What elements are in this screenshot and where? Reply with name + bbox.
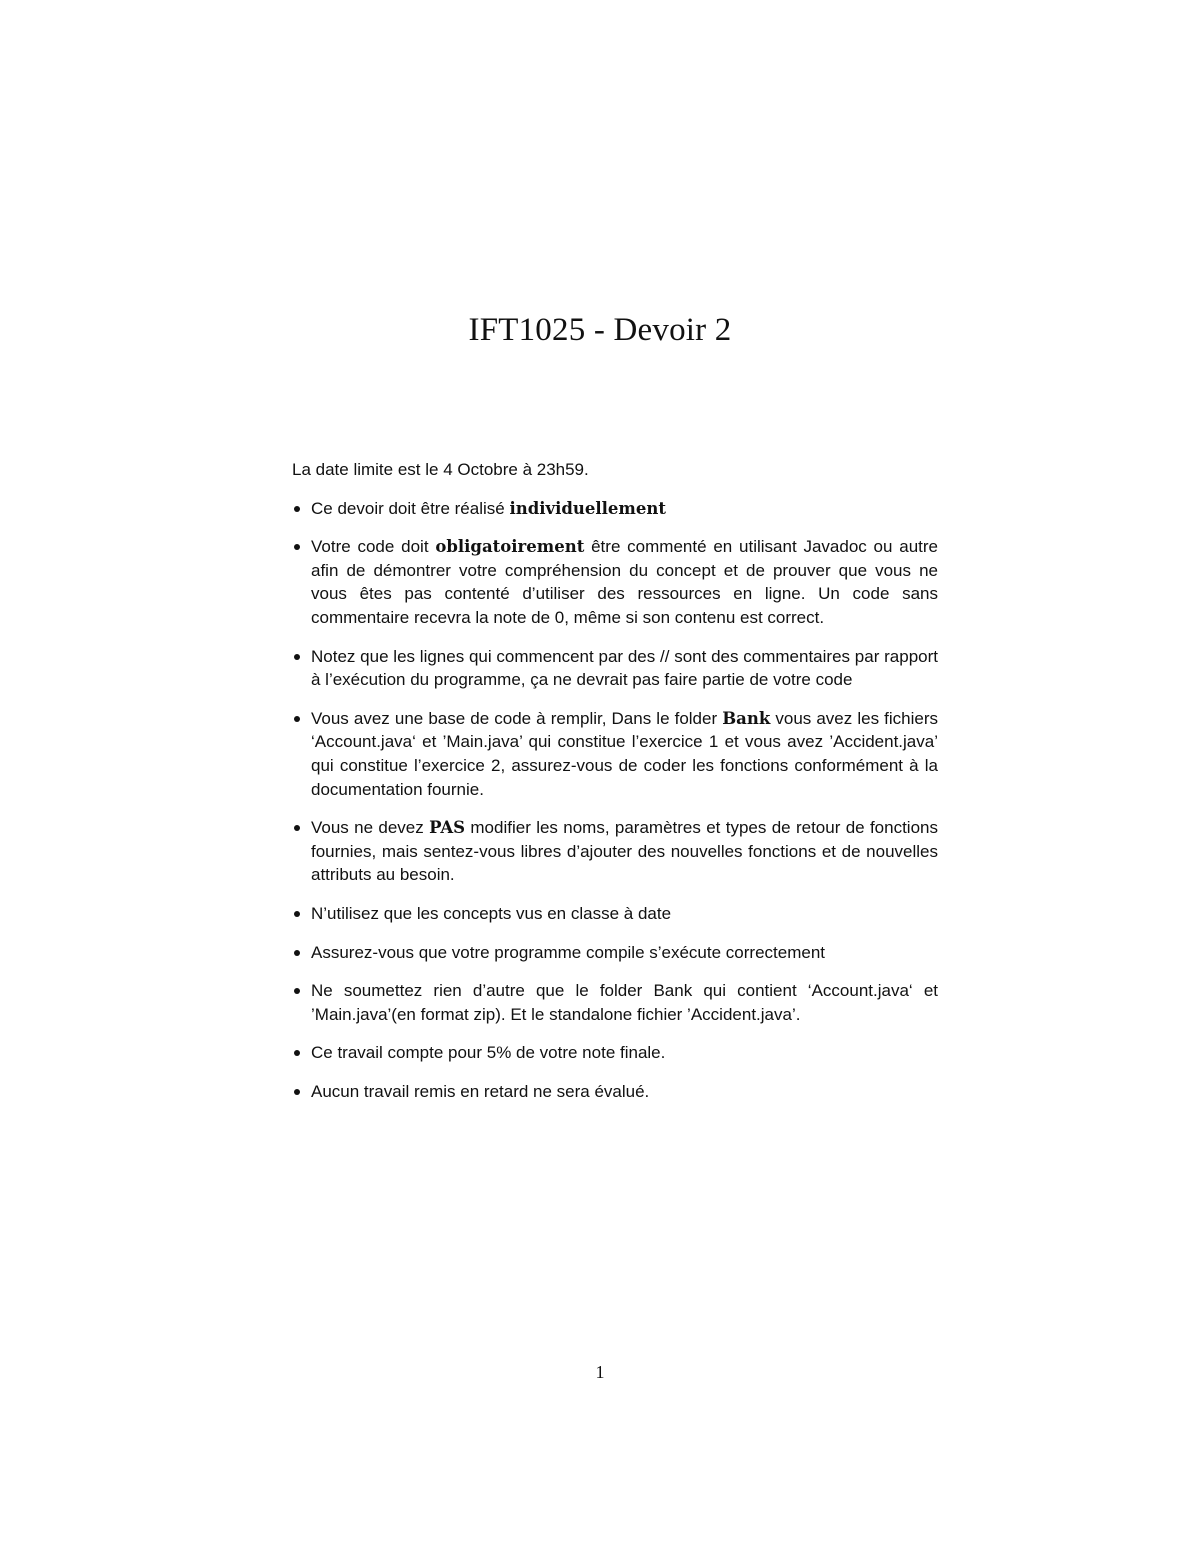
list-item [292, 941, 938, 965]
bullet-icon [294, 544, 300, 550]
bullet-icon [294, 911, 300, 917]
item-text: Ne soumettez rien d’autre que le folder Bank qui contient ‘Account.java‘ et ’Main.java’(en format zip). Et le standalone fichier ’Accident.java’. [311, 981, 938, 1024]
list-item [292, 902, 938, 926]
bullet-icon [294, 1050, 300, 1056]
item-text-tail: vous avez les fichiers ‘Account.java‘ et ’Main.java’ qui constitue l’exercice 1 et vous avez ’Accident.java’ qui constitue l’exercice 2, assurez-vous de coder les fonctions conformément à la documentation fournie. [311, 708, 938, 799]
list-item [292, 816, 938, 887]
bullet-icon [294, 716, 300, 722]
deadline-text: La date limite est le 4 Octobre à 23h59. [292, 460, 589, 479]
item-text: Vous ne devez [311, 818, 430, 838]
document-title: IFT1025 - Devoir 2 [468, 312, 732, 348]
list-item [292, 707, 938, 801]
item-emphasis: obligatoirement [435, 537, 585, 557]
item-text-tail: être commenté en utilisant Javadoc ou autre afin de démontrer votre compréhension du concept et de prouver que vous ne vous êtes pas contenté d’utiliser des ressources en ligne. Un code sans commentaire recevra la note de 0, même si son contenu est correct. [311, 537, 939, 627]
bullet-icon [294, 950, 300, 956]
bullet-icon [294, 654, 300, 660]
item-text: N’utilisez que les concepts vus en classe à date [311, 903, 672, 923]
bullet-icon [294, 1089, 300, 1095]
list-item [292, 535, 938, 629]
item-text: Vous avez une base de code à remplir, Dans le folder [311, 708, 723, 728]
item-emphasis: Bank [722, 708, 771, 728]
item-text: Ce devoir doit être réalisé [311, 498, 510, 518]
list-item [292, 1080, 938, 1104]
item-emphasis: individuellement [509, 498, 667, 518]
item-text-tail: modifier les noms, paramètres et types de retour de fonctions fournies, mais sentez-vous libres d’ajouter des nouvelles fonctions et de nouvelles attributs au besoin. [311, 818, 938, 885]
bullet-icon [294, 988, 300, 994]
bullet-icon [294, 825, 300, 831]
list-item [292, 497, 938, 521]
item-text: Aucun travail remis en retard ne sera évalué. [311, 1081, 650, 1101]
requirements-list [292, 497, 938, 1104]
list-item [292, 645, 938, 692]
item-text: Votre code doit [311, 537, 436, 557]
item-emphasis: PAS [429, 818, 466, 838]
list-item [292, 1041, 938, 1065]
page-number: 1 [595, 1362, 605, 1382]
item-text: Assurez-vous que votre programme compile s’exécute correctement [311, 942, 825, 962]
document-body [292, 458, 938, 1118]
list-item [292, 979, 938, 1026]
item-text: Ce travail compte pour 5% de votre note finale. [311, 1043, 666, 1063]
item-text: Notez que les lignes qui commencent par des // sont des commentaires par rapport à l’exécution du programme, ça ne devrait pas faire partie de votre code [311, 646, 938, 690]
bullet-icon [294, 506, 300, 512]
